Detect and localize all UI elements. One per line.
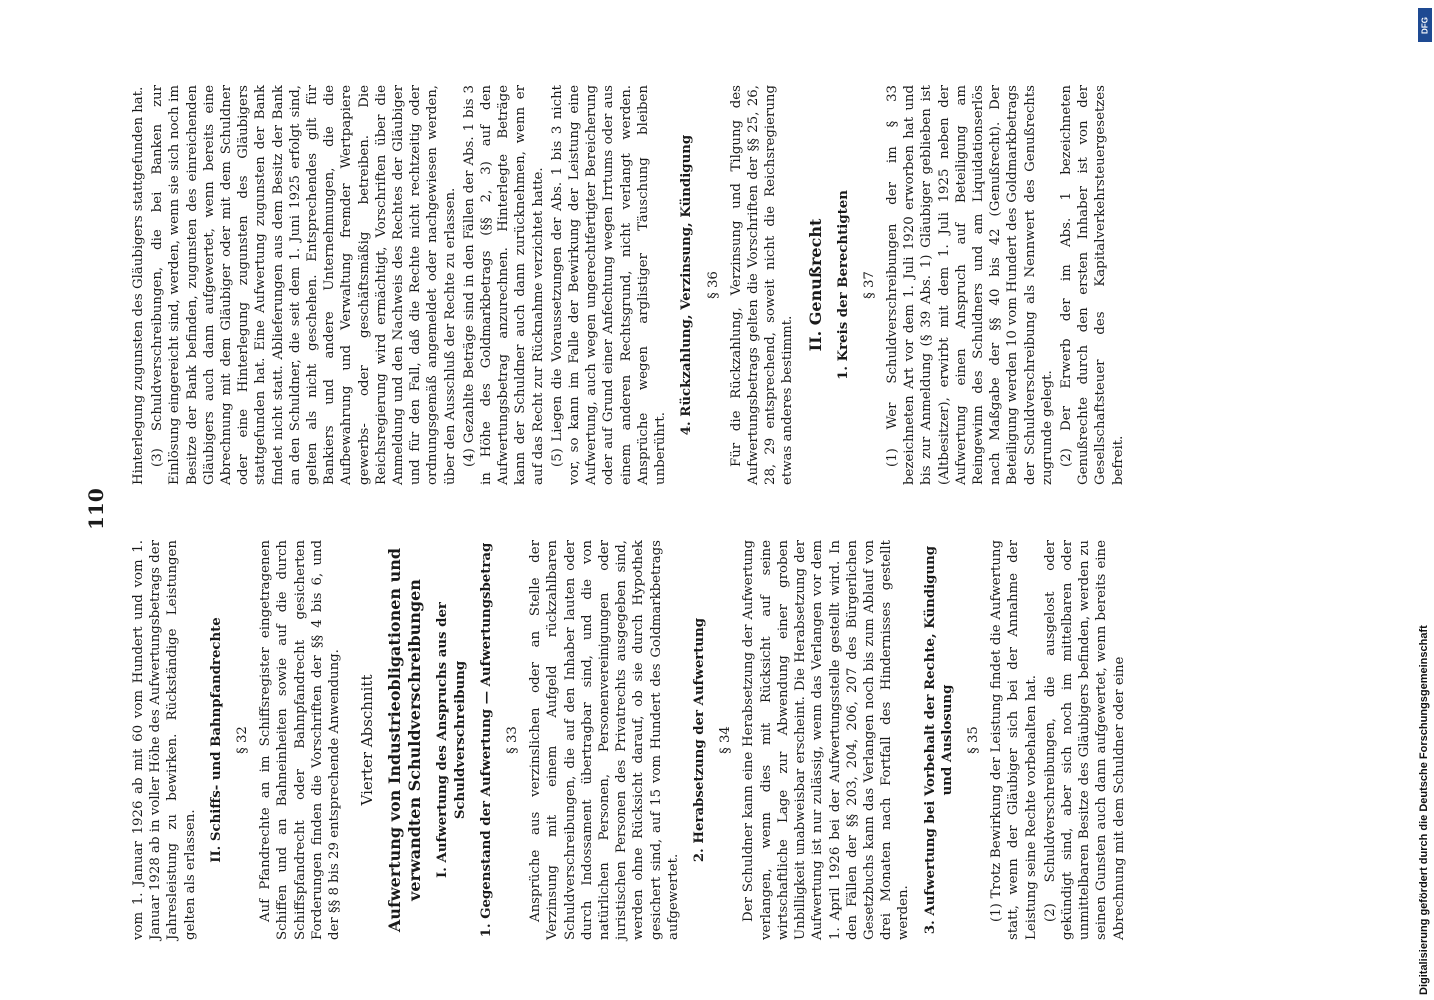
paragraph: (5) Liegen die Voraussetzungen der Abs. 1 bis 3 nicht vor, so kann im Falle der Bewirkung der Leistung eine Aufwertung, auch wegen ungerechtfertigter Bereicherung oder auf Grund einer Anfechtung wegen Irrtums oder aus einem anderen Rechtsgrund, nicht verlangt werden. Ansprüche wegen arglistiger Täuschung bleiben unberührt. — [549, 85, 669, 485]
paragraph: Ansprüche aus verzinslichen oder an Stelle der Verzinsung mit einem Aufgeld rückzahlbaren Schuldverschreibungen, die auf den Inhaber lauten oder durch Indossament übertragbar sind, und die von natürlichen Personen, Personenvereinigungen oder juristischen Personen des Privatrechts ausgegeben sind, werden ohne Rücksicht darauf, ob sie durch Hypothek gesichert sind, auf 15 vom Hundert des Goldmarkbetrags aufgewertet. — [528, 540, 681, 940]
paragraph: Hinterlegung zugunsten des Gläubigers stattgefunden hat. — [131, 86, 146, 485]
paragraph: Der Schuldner kann eine Herabsetzung der Aufwertung verlangen, wenn dies mit Rücksicht auf seine wirtschaftliche Lage zur Abwendung einer groben Unbilligkeit unabweisbar erscheint. Die Herabsetzung der Aufwertung ist nur zulässig, wenn das Verlangen vor dem 1. April 1926 bei der Aufwertungsstelle gestellt wird. In den Fällen der §§ 203, 204, 206, 207 des Bürgerlichen Gesetzbuchs kann das Verlangen noch bis zum Ablauf von drei Monaten nach Fortfall des Hindernisses gestellt werden. — [741, 540, 912, 940]
section-heading: 1. Kreis der Berechtigten — [835, 190, 851, 380]
paragraph: (4) Gezahlte Beträge sind in den Fällen der Abs. 1 bis 3 in Höhe des Goldmarkbetrags (§§ 2, 3) auf den Aufwertungsbetrag anzurechnen. Hinterlegte Beträge kann der Schuldner auch dann zurücknehmen, wenn er auf das Recht zur Rücknahme verzichtet hatte. — [461, 85, 546, 485]
paragraph: (1) Wer Schuldverschreibungen der im § 33 bezeichneten Art vor dem 1. Juli 1920 erworben hat und bis zur Anmeldung (§ 39 Abs. 1) Gläubiger geblieben ist (Altbesitzer), erwirbt mit dem 1. Juli 1925 neben der Aufwertung einen Anspruch auf Beteiligung am Reingewinn des Schuldners und am Liquidationserlös nach Maßgabe der §§ 40 bis 42 (Genußrecht). Der Beteiligung werden 10 vom Hundert des Goldmarkbetrags der Schuldverschreibung als Nennwert des Genußrechts zugrunde gelegt. — [884, 85, 1055, 485]
page-number: 110 — [84, 488, 108, 530]
section-heading: 3. Aufwertung bei Vorbehalt der Rechte, Kündigung und Auslosung — [922, 545, 955, 935]
section-number: § 35 — [965, 726, 981, 754]
chapter-heading: Aufwertung von Industrieobligationen und verwandten Schuldverschreibungen — [385, 547, 425, 933]
right-column — [130, 85, 1129, 485]
section-heading: II. Schiffs- und Bahnpfandrechte — [208, 617, 224, 863]
section-heading: 1. Gegenstand der Aufwertung — Aufwertungsbetrag — [478, 542, 494, 938]
digitization-attribution: Digitalisierung gefördert durch die Deutsche Forschungsgemeinschaft — [1418, 625, 1430, 995]
scanned-page — [84, 80, 1270, 940]
left-column — [130, 540, 1130, 940]
section-heading: I. Aufwertung des Anspruchs aus der Schuldverschreibung — [435, 602, 468, 878]
section-number: § 33 — [505, 726, 521, 754]
section-number: § 32 — [235, 726, 251, 754]
section-heading: 4. Rückzahlung, Verzinsung, Kündigung — [679, 134, 695, 436]
section-heading: 2. Herabsetzung der Aufwertung — [692, 617, 708, 863]
part-heading: Vierter Abschnitt — [358, 674, 377, 806]
paragraph: Für die Rückzahlung, Verzinsung und Tilgung des Aufwertungsbetrags gelten die Vorschriften der §§ 25, 26, 28, 29 entsprechend, soweit nicht die Reichsregierung etwas anderes bestimmt. — [728, 85, 796, 485]
chapter-heading: II. Genußrecht — [805, 218, 825, 352]
section-number: § 36 — [705, 271, 721, 299]
paragraph: (2) Schuldverschreibungen, die ausgelost oder gekündigt sind, aber sich noch im mittelbaren oder unmittelbaren Besitze des Gläubigers befinden, werden zu seinen Gunsten auch dann aufgewertet, wenn bereits eine Abrechnung mit dem Schuldner oder eine — [1042, 540, 1127, 940]
section-number: § 34 — [718, 726, 734, 754]
paragraph: (3) Schuldverschreibungen, die bei Banken zur Einlösung eingereicht sind, werden, wenn sie sich noch im Besitze der Bank befinden, zugunsten des einreichenden Gläubigers auch dann aufgewertet, wenn bereits eine Abrechnung mit dem Gläubiger oder mit dem Schuldner oder eine Hinterlegung zugunsten des Gläubigers stattgefunden hat. Eine Aufwertung zugunsten der Bank findet nicht statt. Ablieferungen aus dem Besitz der Bank an den Schuldner, die seit dem 1. Juni 1925 erfolgt sind, gelten als nicht geschehen. Entsprechendes gilt für Bankiers und andere Unternehmungen, die die Aufbewahrung und Verwaltung fremder Wertpapiere gewerbs- oder geschäftsmäßig betreiben. Die Reichsregierung wird ermächtigt, Vorschriften über die Anmeldung und den Nachweis des Rechtes der Gläubiger und für den Fall, daß die Rechte nicht rechtzeitig oder ordnungsgemäß angemeldet oder nachgewiesen werden, über den Ausschluß der Rechte zu erlassen. — [150, 85, 458, 485]
dfg-logo-text: DFG — [1420, 17, 1430, 34]
paragraph: (1) Trotz Bewirkung der Leistung findet die Aufwertung statt, wenn der Gläubiger sich bei der Annahme der Leistung seine Rechte vorbehalten hat. — [989, 540, 1039, 940]
paragraph: (2) Der Erwerb der im Abs. 1 bezeichneten Genußrechte durch den ersten Inhaber ist von der Gesellschaftsteuer des Kapitalverkehrsteuergesetzes befreit. — [1058, 85, 1126, 485]
paragraph: Auf Pfandrechte an im Schiffsregister eingetragenen Schiffen und an Bahneinheiten sowie auf die durch Schiffspfandrecht oder Bahnpfandrecht gesicherten Forderungen finden die Vorschriften der §§ 4 bis 6, und der §§ 8 bis 29 entsprechende Anwendung. — [258, 540, 343, 940]
section-number: § 37 — [861, 271, 877, 299]
paragraph: vom 1. Januar 1926 ab mit 60 vom Hundert und vom 1. Januar 1928 ab in voller Höhe des Aufwertungsbetrags der Jahresleistung zu bewirken. Rückständige Leistungen gelten als erlassen. — [131, 540, 198, 940]
